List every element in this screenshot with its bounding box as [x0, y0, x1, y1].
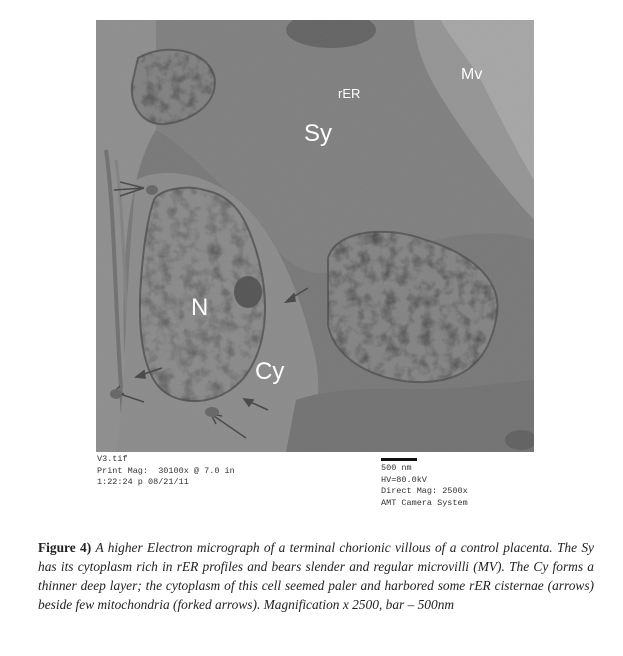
micrograph-metadata-right — [381, 463, 468, 509]
figure-number: Figure 4) — [38, 540, 92, 555]
camera-system: AMT Camera System — [381, 497, 468, 508]
caption-text: A higher Electron micrograph of a terminal chorionic villous of a control placenta. The Sy has its cytoplasm rich in rER profiles and bears slender and regular microvilli (MV). The Cy forms a thinner deep layer; the cytoplasm of this cell seemed paler and harbored some rER cisternae (arrows) beside few mitochondria (forked arrows). Magnification x 2500, bar – 500nm — [38, 540, 594, 612]
micrograph-image — [96, 20, 534, 452]
micrograph-metadata-left — [97, 454, 235, 489]
label-cy: Cy — [255, 358, 285, 385]
label-n: N — [191, 294, 209, 321]
electron-micrograph — [96, 20, 534, 452]
figure-caption — [38, 538, 594, 614]
scale-bar — [381, 458, 417, 461]
print-mag: Print Mag: 30100x @ 7.0 in — [97, 465, 235, 476]
label-sy: Sy — [304, 120, 333, 147]
timestamp: 1:22:24 p 08/21/11 — [97, 477, 189, 487]
direct-mag: Direct Mag: 2500x — [381, 486, 468, 496]
label-rer: rER — [338, 86, 361, 101]
scale-label: 500 nm — [381, 463, 412, 473]
hv-value: HV=80.0kV — [381, 474, 427, 485]
label-mv: Mv — [461, 66, 483, 83]
file-name: V3.tif — [97, 454, 128, 464]
